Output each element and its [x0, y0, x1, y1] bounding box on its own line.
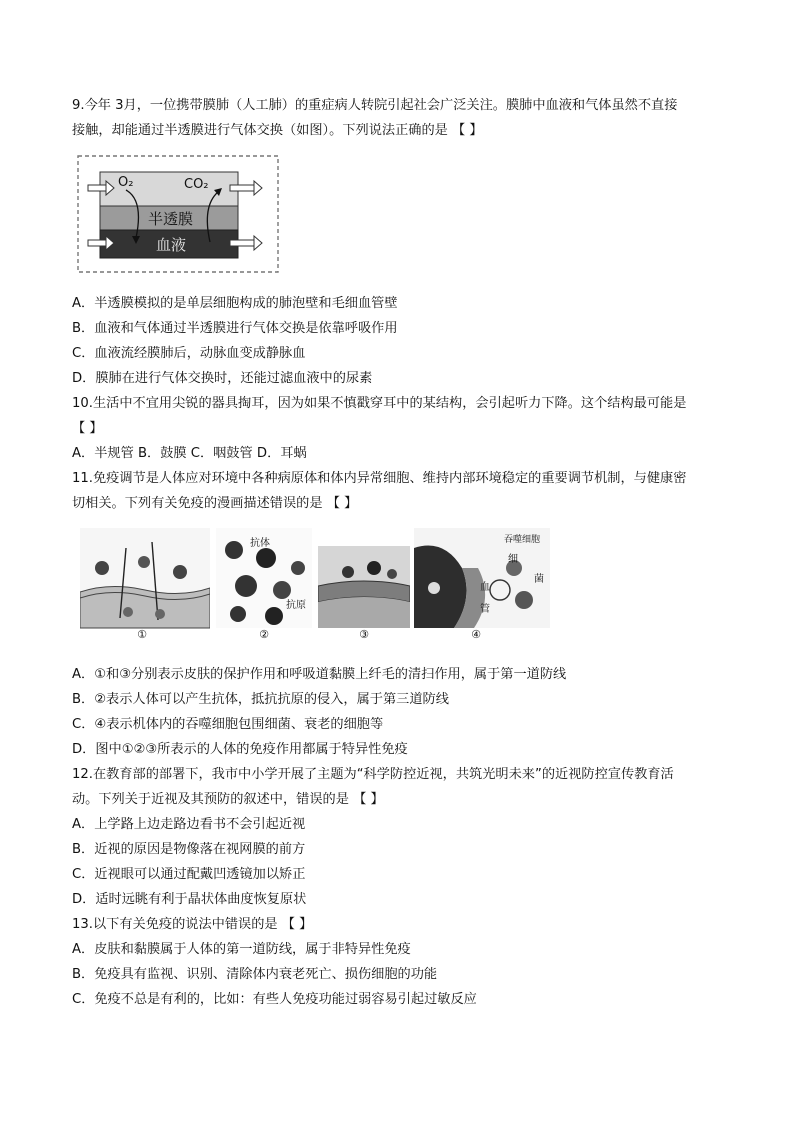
o2-label: O₂: [118, 175, 134, 190]
label-guan: 管: [480, 604, 490, 615]
panel-1-number: ①: [137, 628, 147, 641]
q11-option-c: C．④表示机体内的吞噬细胞包围细菌、衰老的细胞等: [72, 717, 384, 732]
q12-option-b: B．近视的原因是物像落在视网膜的前方: [72, 842, 306, 857]
q9-option-c: C．血液流经膜肺后，动脉血变成静脉血: [72, 346, 306, 361]
q11-stem-line2: 切相关。下列有关免疫的漫画描述错误的是 【 】: [72, 496, 358, 511]
q9-option-a: A．半透膜模拟的是单层细胞构成的肺泡壁和毛细血管壁: [72, 296, 398, 311]
q13-option-a: A．皮肤和黏膜属于人体的第一道防线，属于非特异性免疫: [72, 942, 411, 957]
label-xue: 血: [480, 582, 490, 593]
q9-option-d: D．膜肺在进行气体交换时，还能过滤血液中的尿素: [72, 371, 373, 386]
q12-stem-line2: 动。下列关于近视及其预防的叙述中，错误的是 【 】: [72, 792, 384, 807]
q10-stem-line2: 【 】: [72, 421, 103, 436]
q11-option-a: A．①和③分别表示皮肤的保护作用和呼吸道黏膜上纤毛的清扫作用，属于第一道防线: [72, 667, 567, 682]
co2-label: CO₂: [184, 177, 209, 192]
q9-option-b: B．血液和气体通过半透膜进行气体交换是依靠呼吸作用: [72, 321, 398, 336]
q9-stem-line2: 接触，却能通过半透膜进行气体交换（如图）。下列说法正确的是 【 】: [72, 123, 483, 138]
panel-4-number: ④: [471, 628, 481, 641]
q12-option-c: C．近视眼可以通过配戴凹透镜加以矫正: [72, 867, 306, 882]
label-jun: 菌: [534, 574, 544, 585]
q12-stem-line1: 12.在教育部的部署下，我市中小学开展了主题为“科学防控近视，共筑光明未来”的近视防控宣传教育活: [72, 767, 674, 782]
panel-3-number: ③: [359, 628, 369, 641]
panel-2-number: ②: [259, 628, 269, 641]
q11-option-d: D．图中①②③所表示的人体的免疫作用都属于特异性免疫: [72, 742, 408, 757]
blood-label: 血液: [156, 236, 187, 254]
q9-stem-line1: 9.今年 3月，一位携带膜肺（人工肺）的重症病人转院引起社会广泛关注。膜肺中血液和气体虽然不直接: [72, 98, 678, 113]
antibody-label: 抗体: [250, 538, 270, 549]
q13-stem-line1: 13.以下有关免疫的说法中错误的是 【 】: [72, 917, 313, 932]
q13-option-b: B．免疫具有监视、识别、清除体内衰老死亡、损伤细胞的功能: [72, 967, 438, 982]
membrane-lung-diagram: [70, 150, 286, 278]
q12-option-d: D．适时远眺有利于晶状体曲度恢复原状: [72, 892, 307, 907]
label-xi: 细: [508, 554, 518, 565]
antigen-label: 抗原: [286, 600, 306, 611]
immune-panel-3-cilia: [318, 528, 410, 642]
q11-stem-line1: 11.免疫调节是人体应对环境中各种病原体和体内异常细胞、维持内部环境稳定的重要调节机制，与健康密: [72, 471, 687, 486]
q12-option-a: A．上学路上边走路边看书不会引起近视: [72, 817, 306, 832]
q11-option-b: B．②表示人体可以产生抗体，抵抗抗原的侵入，属于第三道防线: [72, 692, 449, 707]
immune-panel-1-skin: [80, 528, 210, 642]
immune-panel-2-antibody: [216, 528, 312, 642]
membrane-label: 半透膜: [148, 210, 194, 228]
q13-option-c: C．免疫不总是有利的，比如：有些人免疫功能过弱容易引起过敏反应: [72, 992, 477, 1007]
q10-stem-line1: 10.生活中不宜用尖锐的器具掏耳，因为如果不慎戳穿耳中的某结构，会引起听力下降。这个结构最可能是: [72, 396, 687, 411]
phagocyte-label: 吞噬细胞: [504, 535, 541, 545]
immune-panel-4-phagocyte: [414, 528, 550, 642]
q10-options: A．半规管 B．鼓膜 C．咽鼓管 D．耳蜗: [72, 446, 307, 461]
